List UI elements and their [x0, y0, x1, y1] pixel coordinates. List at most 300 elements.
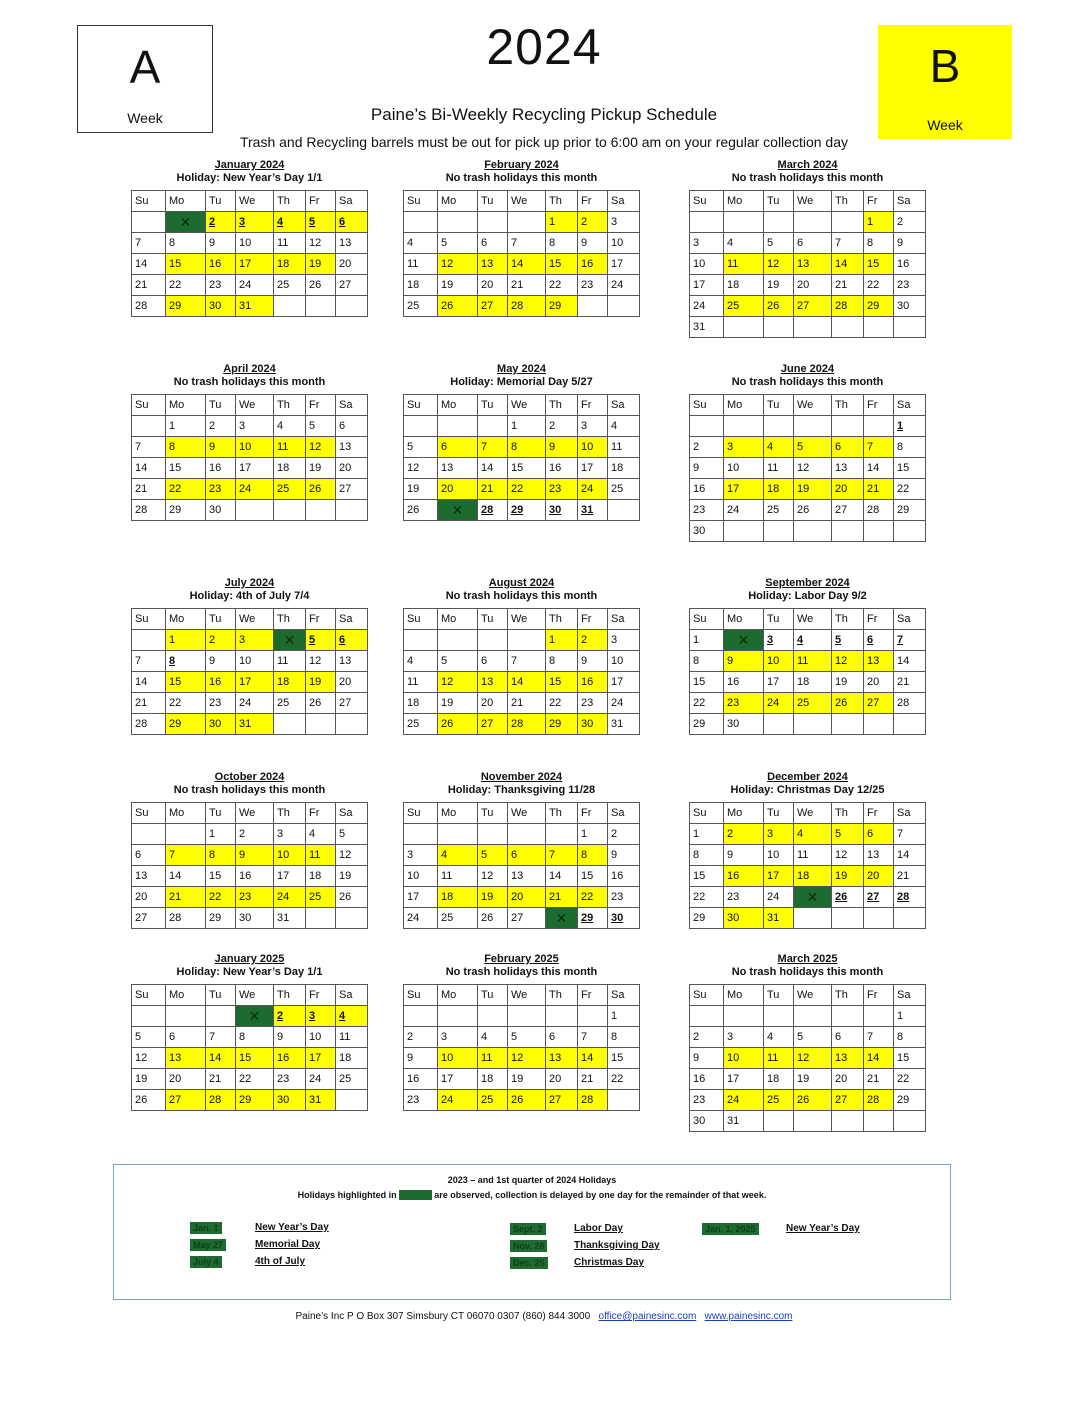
weekday-header: Sa — [608, 191, 640, 212]
day-cell: 18 — [274, 254, 306, 275]
day-cell: 10 — [404, 866, 438, 887]
day-cell: 13 — [166, 1048, 206, 1069]
day-cell: 28 — [132, 714, 166, 735]
day-cell: 5 — [438, 233, 478, 254]
week-row — [690, 521, 926, 542]
day-cell: 19 — [438, 275, 478, 296]
month-title: April 2024 — [223, 363, 276, 375]
month-table — [131, 984, 368, 1111]
day-cell: 2 — [546, 416, 578, 437]
day-cell: 12 — [508, 1048, 546, 1069]
day-cell: 22 — [690, 693, 724, 714]
weekday-header: Mo — [166, 191, 206, 212]
day-cell: 3 — [690, 233, 724, 254]
day-cell: 1 ✕ — [236, 1006, 274, 1027]
weekday-header: Su — [132, 609, 166, 630]
day-cell: 22 — [578, 887, 608, 908]
day-cell: 14 — [166, 866, 206, 887]
day-cell: 25 — [306, 887, 336, 908]
weekday-header: Th — [832, 985, 864, 1006]
day-cell: 1 — [578, 824, 608, 845]
week-row — [132, 887, 368, 908]
day-cell: 31 — [608, 714, 640, 735]
day-cell: 12 — [438, 254, 478, 275]
footer-email-link[interactable]: office@painesinc.com — [598, 1311, 697, 1322]
empty-cell — [546, 824, 578, 845]
week-row — [404, 714, 640, 735]
day-cell: 14 — [894, 651, 926, 672]
weekday-header: Su — [404, 609, 438, 630]
day-cell: 18 — [724, 275, 764, 296]
weekday-header: Su — [690, 803, 724, 824]
day-cell: 19 — [794, 1069, 832, 1090]
day-cell: 2 — [690, 1027, 724, 1048]
day-cell: 28 — [894, 693, 926, 714]
day-cell: 2 — [578, 212, 608, 233]
day-cell: 22 — [236, 1069, 274, 1090]
day-cell: 7 — [578, 1027, 608, 1048]
day-cell: 25 — [404, 714, 438, 735]
weekday-header-row — [404, 609, 640, 630]
day-cell: 11 — [608, 437, 640, 458]
weekday-header: Fr — [306, 985, 336, 1006]
day-cell: 24 — [724, 500, 764, 521]
day-cell: 20 — [546, 1069, 578, 1090]
day-cell: 7 — [864, 1027, 894, 1048]
month-calendar — [131, 159, 368, 317]
day-cell: 2 — [690, 437, 724, 458]
weekday-header: We — [236, 985, 274, 1006]
day-cell: 6 — [438, 437, 478, 458]
day-cell: 20 — [832, 1069, 864, 1090]
weekday-header: Su — [132, 395, 166, 416]
empty-cell — [166, 824, 206, 845]
day-cell: 13 — [336, 233, 368, 254]
weekday-header: Sa — [336, 609, 368, 630]
day-cell: 27 — [794, 296, 832, 317]
empty-cell — [478, 824, 508, 845]
month-table — [403, 984, 640, 1111]
day-cell: 11 — [274, 651, 306, 672]
day-cell: 19 — [306, 254, 336, 275]
empty-cell — [724, 212, 764, 233]
day-cell: 10 — [608, 233, 640, 254]
weekday-header: We — [508, 985, 546, 1006]
day-cell: 24 — [764, 693, 794, 714]
week-row — [404, 1048, 640, 1069]
day-cell: 12 — [832, 651, 864, 672]
day-cell: 18 — [794, 866, 832, 887]
weekday-header: Tu — [478, 609, 508, 630]
day-cell: 30 — [236, 908, 274, 929]
day-cell: 1 — [206, 824, 236, 845]
month-table — [403, 608, 640, 735]
legend-date-chip: Jan. 1 — [190, 1222, 222, 1234]
month-holiday-note: No trash holidays this month — [731, 172, 884, 184]
empty-cell — [864, 908, 894, 929]
day-cell: 19 — [438, 693, 478, 714]
legend-green-chip: green — [399, 1190, 432, 1200]
empty-cell — [132, 630, 166, 651]
day-cell: 28 — [478, 500, 508, 521]
day-cell: 2 — [404, 1027, 438, 1048]
empty-cell — [794, 908, 832, 929]
day-cell: 15 — [546, 254, 578, 275]
day-cell: 15 — [864, 254, 894, 275]
day-cell: 30 — [724, 714, 764, 735]
day-cell: 17 — [764, 866, 794, 887]
day-cell: 27 — [864, 693, 894, 714]
empty-cell — [478, 630, 508, 651]
weekday-header: Th — [546, 609, 578, 630]
week-row — [132, 416, 368, 437]
empty-cell — [794, 714, 832, 735]
day-cell: 5 — [832, 630, 864, 651]
empty-cell — [508, 824, 546, 845]
month-title: February 2024 — [484, 159, 559, 171]
empty-cell — [508, 630, 546, 651]
day-cell: 19 — [508, 1069, 546, 1090]
day-cell: 15 — [546, 672, 578, 693]
day-cell: 9 — [236, 845, 274, 866]
weekday-header: Su — [404, 985, 438, 1006]
day-cell: 27 — [546, 1090, 578, 1111]
day-cell: 21 — [132, 693, 166, 714]
weekday-header: Mo — [724, 395, 764, 416]
day-cell: 13 — [832, 458, 864, 479]
day-cell: 8 — [894, 1027, 926, 1048]
day-cell: 21 — [508, 693, 546, 714]
day-cell: 27 — [864, 887, 894, 908]
weekday-header: Tu — [206, 609, 236, 630]
day-cell: 20 — [478, 275, 508, 296]
empty-cell — [764, 416, 794, 437]
legend-date-chip: Jan. 1, 2025 — [702, 1223, 759, 1235]
day-cell: 3 — [724, 1027, 764, 1048]
legend-item — [510, 1240, 660, 1252]
day-cell: 30 — [206, 296, 236, 317]
day-cell: 29 — [894, 1090, 926, 1111]
week-row — [690, 824, 926, 845]
day-cell: 2 — [578, 630, 608, 651]
month-table — [689, 394, 926, 542]
weekday-header-row — [132, 985, 368, 1006]
weekday-header: Sa — [608, 985, 640, 1006]
week-row — [404, 845, 640, 866]
day-cell: 4 — [608, 416, 640, 437]
day-cell: 19 — [306, 672, 336, 693]
day-cell: 9 — [690, 458, 724, 479]
day-cell: 20 — [832, 479, 864, 500]
day-cell: 6 — [132, 845, 166, 866]
day-cell: 9 — [404, 1048, 438, 1069]
month-holiday-note: No trash holidays this month — [445, 590, 598, 602]
week-row — [132, 296, 368, 317]
empty-cell — [864, 317, 894, 338]
day-cell: 24 — [690, 296, 724, 317]
day-cell: 20 — [864, 866, 894, 887]
month-calendar — [689, 363, 926, 542]
day-cell: 10 — [608, 651, 640, 672]
day-cell: 18 — [306, 866, 336, 887]
month-calendar — [403, 771, 640, 929]
day-cell: 5 — [508, 1027, 546, 1048]
weekday-header: We — [508, 609, 546, 630]
day-cell: 25 — [274, 693, 306, 714]
day-cell: 7 — [132, 437, 166, 458]
day-cell: 24 — [236, 275, 274, 296]
month-title: January 2024 — [214, 159, 285, 171]
weekday-header: Th — [274, 395, 306, 416]
day-cell: 26 — [336, 887, 368, 908]
day-cell: 16 — [724, 672, 764, 693]
day-cell: 15 — [166, 458, 206, 479]
day-cell: 16 — [894, 254, 926, 275]
day-cell: 2 — [608, 824, 640, 845]
day-cell: 3 — [764, 824, 794, 845]
day-cell: 11 — [404, 672, 438, 693]
day-cell: 11 — [404, 254, 438, 275]
legend-holiday-name: Thanksgiving Day — [574, 1240, 660, 1251]
day-cell: 29 — [166, 714, 206, 735]
day-cell: 7 — [132, 233, 166, 254]
week-row — [132, 824, 368, 845]
empty-cell — [132, 212, 166, 233]
empty-cell — [690, 1006, 724, 1027]
day-cell: 11 — [794, 845, 832, 866]
day-cell: 21 — [206, 1069, 236, 1090]
day-cell: 7 — [508, 651, 546, 672]
week-row — [690, 1090, 926, 1111]
day-cell: 31 — [764, 908, 794, 929]
weekday-header: We — [236, 609, 274, 630]
week-row — [404, 212, 640, 233]
weekday-header: Su — [132, 191, 166, 212]
weekday-header: Tu — [206, 803, 236, 824]
week-row — [132, 845, 368, 866]
weekday-header: We — [508, 803, 546, 824]
day-cell: 12 — [764, 254, 794, 275]
day-cell: 12 — [306, 233, 336, 254]
day-cell: 9 — [724, 651, 764, 672]
footer — [0, 1311, 1088, 1322]
month-holiday-note: Holiday: Memorial Day 5/27 — [450, 376, 593, 388]
day-cell: 10 — [724, 458, 764, 479]
legend-date-chip: Sept. 2 — [510, 1223, 546, 1235]
weekday-header: We — [794, 609, 832, 630]
empty-cell — [832, 212, 864, 233]
day-cell: 15 — [236, 1048, 274, 1069]
day-cell: 14 — [478, 458, 508, 479]
day-cell: 5 — [794, 1027, 832, 1048]
weekday-header: Fr — [578, 395, 608, 416]
day-cell: 7 — [894, 630, 926, 651]
day-cell: 25 — [478, 1090, 508, 1111]
day-cell: 13 — [336, 651, 368, 672]
day-cell: 22 — [206, 887, 236, 908]
empty-cell — [690, 416, 724, 437]
weekday-header: Mo — [724, 985, 764, 1006]
day-cell: 24 — [764, 887, 794, 908]
day-cell: 27 — [336, 275, 368, 296]
week-row — [404, 500, 640, 521]
day-cell: 24 — [724, 1090, 764, 1111]
day-cell: 5 — [306, 630, 336, 651]
week-row — [404, 887, 640, 908]
day-cell: 20 — [864, 672, 894, 693]
day-cell: 17 — [236, 254, 274, 275]
weekday-header: Th — [274, 191, 306, 212]
weekday-header: Sa — [894, 395, 926, 416]
day-cell: 18 — [274, 458, 306, 479]
day-cell: 4 — [764, 1027, 794, 1048]
footer-address: Paine’s Inc P O Box 307 Simsbury CT 06070 0307 (860) 844 3000 — [295, 1311, 591, 1322]
day-cell: 4 — [478, 1027, 508, 1048]
month-title: August 2024 — [488, 577, 555, 589]
day-cell: 4 — [794, 824, 832, 845]
day-cell: 26 — [794, 500, 832, 521]
day-cell: 8 — [166, 233, 206, 254]
day-cell: 4 — [274, 416, 306, 437]
day-cell: 4 — [438, 845, 478, 866]
day-cell: 28 ✕ — [546, 908, 578, 929]
day-cell: 16 — [608, 866, 640, 887]
day-cell: 22 — [508, 479, 546, 500]
empty-cell — [764, 1006, 794, 1027]
week-row — [132, 1090, 368, 1111]
weekday-header: Tu — [764, 803, 794, 824]
day-cell: 25 — [404, 296, 438, 317]
day-cell: 16 — [236, 866, 274, 887]
day-cell: 18 — [336, 1048, 368, 1069]
day-cell: 20 — [336, 458, 368, 479]
month-calendar — [689, 953, 926, 1132]
weekday-header: Sa — [336, 985, 368, 1006]
weekday-header: Tu — [478, 803, 508, 824]
week-row — [690, 693, 926, 714]
day-cell: 20 — [438, 479, 478, 500]
legend-desc-before: Holidays highlighted in — [297, 1190, 397, 1200]
day-cell: 25 — [764, 500, 794, 521]
day-cell: 29 — [864, 296, 894, 317]
week-row — [404, 296, 640, 317]
weekday-header: Th — [274, 803, 306, 824]
day-cell: 3 — [236, 212, 274, 233]
weekday-header: We — [508, 191, 546, 212]
weekday-header: Th — [832, 191, 864, 212]
day-cell: 9 — [690, 1048, 724, 1069]
week-row — [404, 275, 640, 296]
month-title: October 2024 — [214, 771, 285, 783]
day-cell: 28 — [508, 296, 546, 317]
collection-instructions: Trash and Recycling barrels must be out for pick up prior to 6:00 am on your regular collection day — [239, 134, 848, 150]
legend-item — [190, 1239, 321, 1251]
day-cell: 26 — [132, 1090, 166, 1111]
month-table — [403, 802, 640, 929]
empty-cell — [206, 1006, 236, 1027]
week-row — [690, 317, 926, 338]
weekday-header: Fr — [864, 803, 894, 824]
day-cell: 26 — [438, 296, 478, 317]
week-row — [404, 233, 640, 254]
day-cell: 17 — [724, 1069, 764, 1090]
month-table — [131, 190, 368, 317]
empty-cell — [508, 1006, 546, 1027]
month-calendar — [403, 953, 640, 1111]
day-cell: 22 — [546, 275, 578, 296]
day-cell: 7 — [478, 437, 508, 458]
legend-date-chip: May 27 — [190, 1239, 226, 1251]
weekday-header: Fr — [864, 191, 894, 212]
week-row — [404, 693, 640, 714]
day-cell: 14 — [206, 1048, 236, 1069]
day-cell: 24 — [404, 908, 438, 929]
legend-holiday-name: 4th of July — [255, 1256, 306, 1267]
day-cell: 5 — [794, 437, 832, 458]
empty-cell — [832, 317, 864, 338]
weekday-header: We — [794, 803, 832, 824]
empty-cell — [438, 1006, 478, 1027]
weekday-header: Sa — [894, 191, 926, 212]
week-row — [132, 866, 368, 887]
day-cell: 19 — [132, 1069, 166, 1090]
day-cell: 28 — [864, 500, 894, 521]
day-cell: 28 — [132, 296, 166, 317]
day-cell: 22 — [608, 1069, 640, 1090]
day-cell: 6 — [478, 651, 508, 672]
day-cell: 22 — [690, 887, 724, 908]
week-row — [690, 651, 926, 672]
day-cell: 1 — [608, 1006, 640, 1027]
empty-cell — [578, 1006, 608, 1027]
week-row — [404, 479, 640, 500]
day-cell: 31 — [306, 1090, 336, 1111]
day-cell: 19 — [336, 866, 368, 887]
weekday-header: Su — [132, 803, 166, 824]
week-row — [690, 233, 926, 254]
weekday-header: Fr — [306, 191, 336, 212]
day-cell: 21 — [132, 275, 166, 296]
footer-website-link[interactable]: www.painesinc.com — [704, 1311, 793, 1322]
day-cell: 21 — [578, 1069, 608, 1090]
weekday-header: Mo — [166, 395, 206, 416]
month-table — [689, 802, 926, 929]
day-cell: 9 — [206, 233, 236, 254]
day-cell: 7 — [546, 845, 578, 866]
week-row — [690, 437, 926, 458]
month-title: February 2025 — [484, 953, 559, 965]
month-holiday-note: No trash holidays this month — [731, 376, 884, 388]
empty-cell — [578, 296, 608, 317]
empty-cell — [832, 714, 864, 735]
day-cell: 8 — [546, 233, 578, 254]
day-cell: 2 — [206, 212, 236, 233]
day-cell: 27 — [132, 908, 166, 929]
schedule-subtitle: Paine’s Bi-Weekly Recycling Pickup Schedule — [370, 105, 718, 124]
day-cell: 13 — [478, 672, 508, 693]
day-cell: 23 — [404, 1090, 438, 1111]
month-table — [131, 394, 368, 521]
day-cell: 23 — [724, 693, 764, 714]
weekday-header: Fr — [864, 395, 894, 416]
day-cell: 9 — [206, 651, 236, 672]
day-cell: 27 — [478, 714, 508, 735]
week-row — [690, 908, 926, 929]
month-calendar — [131, 771, 368, 929]
day-cell: 25 — [438, 908, 478, 929]
day-cell: 22 — [166, 275, 206, 296]
weekday-header: Sa — [336, 191, 368, 212]
